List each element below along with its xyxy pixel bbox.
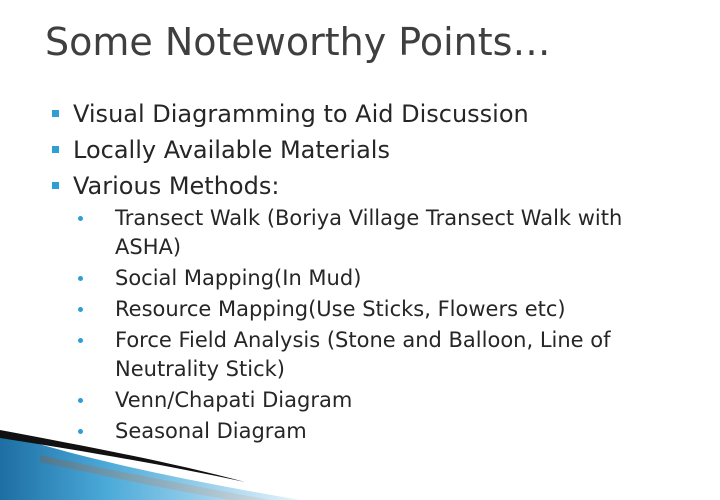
round-bullet-icon bbox=[78, 276, 83, 281]
bullet-item bbox=[0, 96, 720, 132]
bullet-item bbox=[0, 168, 720, 204]
sub-bullet-item bbox=[0, 295, 720, 324]
sub-bullet-container bbox=[0, 204, 720, 446]
sub-bullet-list bbox=[0, 204, 720, 446]
slide-title: Some Noteworthy Points… bbox=[45, 20, 551, 64]
sub-bullet-item bbox=[0, 326, 720, 384]
bullet-item bbox=[0, 132, 720, 168]
sub-bullet-item bbox=[0, 417, 720, 446]
sub-bullet-item bbox=[0, 204, 720, 262]
sub-bullet-text: Seasonal Diagram bbox=[115, 419, 307, 443]
sub-bullet-text: Transect Walk (Boriya Village Transect Walk with ASHA) bbox=[115, 206, 623, 259]
sub-bullet-item bbox=[0, 386, 720, 415]
round-bullet-icon bbox=[78, 216, 83, 221]
round-bullet-icon bbox=[78, 338, 83, 343]
sub-bullet-item bbox=[0, 264, 720, 293]
sub-bullet-text: Venn/Chapati Diagram bbox=[115, 388, 353, 412]
round-bullet-icon bbox=[78, 429, 83, 434]
round-bullet-icon bbox=[78, 307, 83, 312]
square-bullet-icon bbox=[52, 182, 59, 189]
bullet-list bbox=[0, 96, 720, 448]
bullet-text: Various Methods: bbox=[73, 172, 280, 200]
square-bullet-icon bbox=[52, 110, 59, 117]
round-bullet-icon bbox=[78, 398, 83, 403]
square-bullet-icon bbox=[52, 146, 59, 153]
sub-bullet-text: Social Mapping(In Mud) bbox=[115, 266, 362, 290]
bullet-text: Visual Diagramming to Aid Discussion bbox=[73, 100, 529, 128]
sub-bullet-text: Resource Mapping(Use Sticks, Flowers etc) bbox=[115, 297, 566, 321]
bullet-text: Locally Available Materials bbox=[73, 136, 390, 164]
sub-bullet-text: Force Field Analysis (Stone and Balloon, Line of Neutrality Stick) bbox=[115, 328, 611, 381]
